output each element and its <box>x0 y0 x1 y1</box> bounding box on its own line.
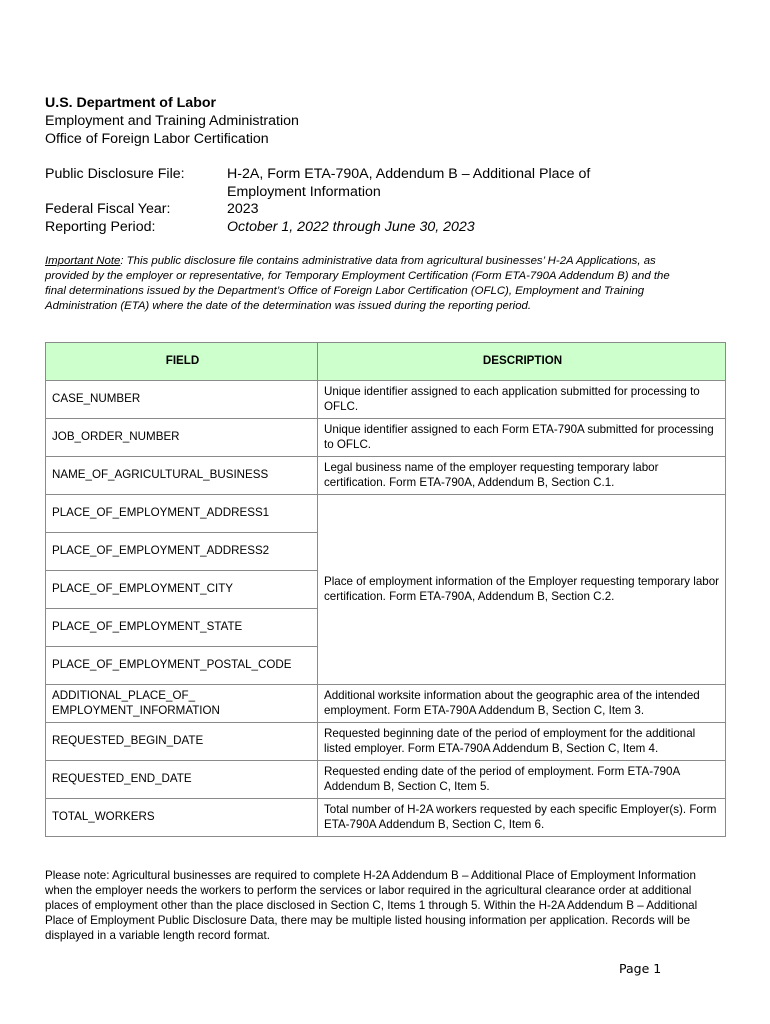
reporting-period-value: October 1, 2022 through June 30, 2023 <box>227 218 475 235</box>
fiscal-year-label: Federal Fiscal Year: <box>45 201 171 217</box>
page-number: Page 1 <box>619 961 662 976</box>
field-cell: ADDITIONAL_PLACE_OF_ EMPLOYMENT_INFORMATION <box>46 685 318 723</box>
field-cell: PLACE_OF_EMPLOYMENT_POSTAL_CODE <box>46 647 318 685</box>
table-row <box>46 685 726 723</box>
description-cell: Additional worksite information about the geographic area of the intended employment. Form ETA-790A Addendum B, Section C, Item 3. <box>318 685 726 723</box>
disclosure-label: Public Disclosure File: <box>45 166 185 182</box>
field-cell: PLACE_OF_EMPLOYMENT_CITY <box>46 571 318 609</box>
field-cell: PLACE_OF_EMPLOYMENT_STATE <box>46 609 318 647</box>
table-row <box>46 419 726 457</box>
important-note <box>45 254 685 314</box>
field-cell: REQUESTED_END_DATE <box>46 761 318 799</box>
field-cell: CASE_NUMBER <box>46 381 318 419</box>
footer-note: Please note: Agricultural businesses are required to complete H-2A Addendum B – Additional Place of Employment Information when the employer needs the workers to perform the services or labor required in the agricultural clearance order at additional places of employment other than the place disclosed in Section C, Items 1 through 5. Within the H-2A Addendum B – Additional Place of Employment Public Disclosure Data, there may be multiple listed housing information per application. Records will be displayed in a variable length record format. <box>45 869 698 942</box>
table-row <box>46 761 726 799</box>
description-cell: Requested ending date of the period of employment. Form ETA-790A Addendum B, Section C, Item 5. <box>318 761 726 799</box>
reporting-period-label: Reporting Period: <box>45 218 156 235</box>
disclosure-value <box>227 166 637 201</box>
table-row <box>46 495 726 533</box>
table-row <box>46 723 726 761</box>
description-column-header: DESCRIPTION <box>318 343 726 381</box>
disclosure-value-line1: H-2A, Form ETA-790A, Addendum B – Additional Place of <box>227 166 591 182</box>
field-cell: REQUESTED_BEGIN_DATE <box>46 723 318 761</box>
department-name: U.S. Department of Labor <box>45 95 217 111</box>
important-note-label: Important Note <box>45 255 121 267</box>
office-name: Office of Foreign Labor Certification <box>45 131 269 147</box>
important-note-text: : This public disclosure file contains administrative data from agricultural businesses’ H-2A Applications, as provided by the employer or representative, for Temporary Employment Certification (Form ETA-790A Addendum B) and the final determinations issued by the Department’s Office of Foreign Labor Certification (OFLC), Employment and Training Administration (ETA) where the date of the determination was issued during the reporting period. <box>45 255 670 312</box>
field-column-header: FIELD <box>46 343 318 381</box>
file-metadata <box>45 166 637 236</box>
field-cell: JOB_ORDER_NUMBER <box>46 419 318 457</box>
field-description-table <box>45 342 726 837</box>
description-cell: Legal business name of the employer requesting temporary labor certification. Form ETA-790A, Addendum B, Section C.1. <box>318 457 726 495</box>
agency-header <box>45 94 299 148</box>
field-cell: TOTAL_WORKERS <box>46 799 318 837</box>
description-cell: Place of employment information of the Employer requesting temporary labor certification. Form ETA-790A, Addendum B, Section C.2. <box>318 495 726 685</box>
field-cell: PLACE_OF_EMPLOYMENT_ADDRESS1 <box>46 495 318 533</box>
field-cell: NAME_OF_AGRICULTURAL_BUSINESS <box>46 457 318 495</box>
description-cell: Unique identifier assigned to each Form ETA-790A submitted for processing to OFLC. <box>318 419 726 457</box>
table-row <box>46 381 726 419</box>
fiscal-year-value: 2023 <box>227 201 259 217</box>
field-cell: PLACE_OF_EMPLOYMENT_ADDRESS2 <box>46 533 318 571</box>
table-row <box>46 457 726 495</box>
description-cell: Unique identifier assigned to each application submitted for processing to OFLC. <box>318 381 726 419</box>
disclosure-value-line2: Employment Information <box>227 183 381 200</box>
description-cell: Total number of H-2A workers requested by each specific Employer(s). Form ETA-790A Addendum B, Section C, Item 6. <box>318 799 726 837</box>
table-row <box>46 799 726 837</box>
description-cell: Requested beginning date of the period of employment for the additional listed employer. Form ETA-790A Addendum B, Section C, Item 4. <box>318 723 726 761</box>
administration-name: Employment and Training Administration <box>45 113 299 129</box>
